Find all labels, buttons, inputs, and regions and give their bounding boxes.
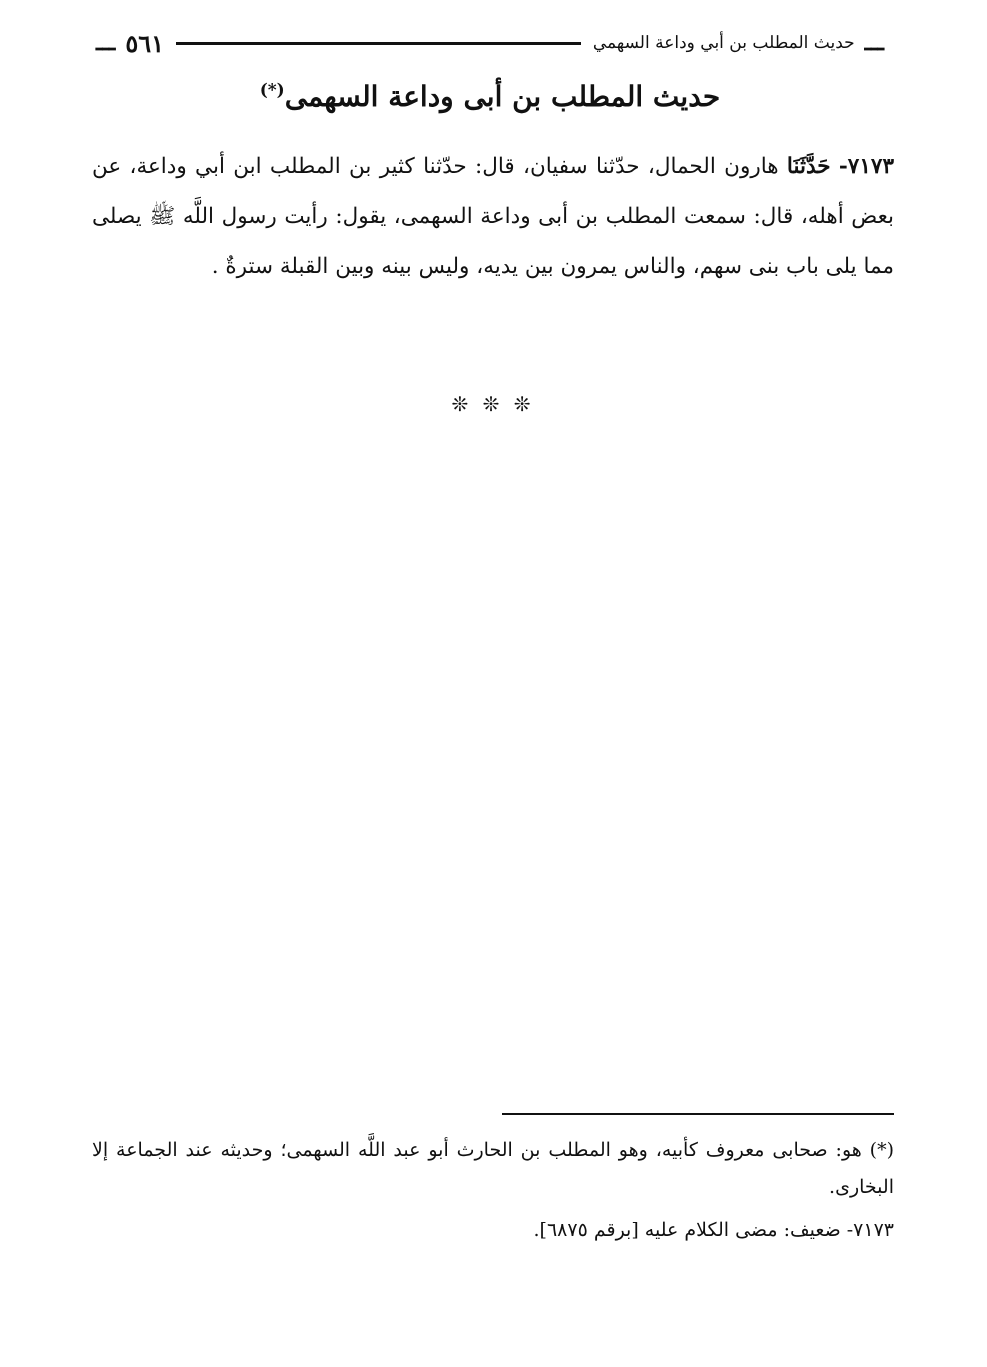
hadith-text: هارون الحمال، حدّثنا سفيان، قال: حدّثنا كثير بن المطلب ابن أبي وداعة، عن بعض أهله، قال: سمعت المطلب بن أبى وداعة السهمى، يقول: رأيت رسول اللَّه ﷺ يصلى مما يلى باب بنى سهم، والناس يمرون بين يديه، وليس بينه وبين القبلة سترةٌ .: [92, 154, 894, 279]
header-dash-left: ـــ: [96, 30, 116, 56]
hadith-opener: حَدَّثَنَا: [786, 154, 831, 179]
section-separator: ❊ ❊ ❊: [451, 392, 535, 416]
running-title: حديث المطلب بن أبي وداعة السهمي: [592, 33, 855, 53]
footnote-marker: (*): [259, 80, 285, 101]
page-number: ٥٦١: [125, 28, 165, 58]
footnote-rule: [502, 1113, 894, 1115]
hadith-paragraph: [92, 142, 894, 292]
footnote-2: ٧١٧٣- ضعيف: مضى الكلام عليه [برقم ٦٨٧٥].: [533, 1219, 894, 1241]
header-dash-right: ـــ: [864, 30, 884, 56]
header-rule: [176, 42, 581, 45]
footnote-1: (*) هو: صحابى معروف كأبيه، وهو المطلب بن الحارث أبو عبد اللَّه السهمى؛ وحديثه عند الجماعة إلا البخارى.: [92, 1139, 894, 1198]
page-header: [90, 26, 890, 60]
section-title: [120, 80, 860, 113]
footnotes: [92, 1132, 894, 1255]
section-title-text: حديث المطلب بن أبى وداعة السهمى: [284, 80, 721, 113]
hadith-number: ٧١٧٣-: [838, 154, 894, 179]
